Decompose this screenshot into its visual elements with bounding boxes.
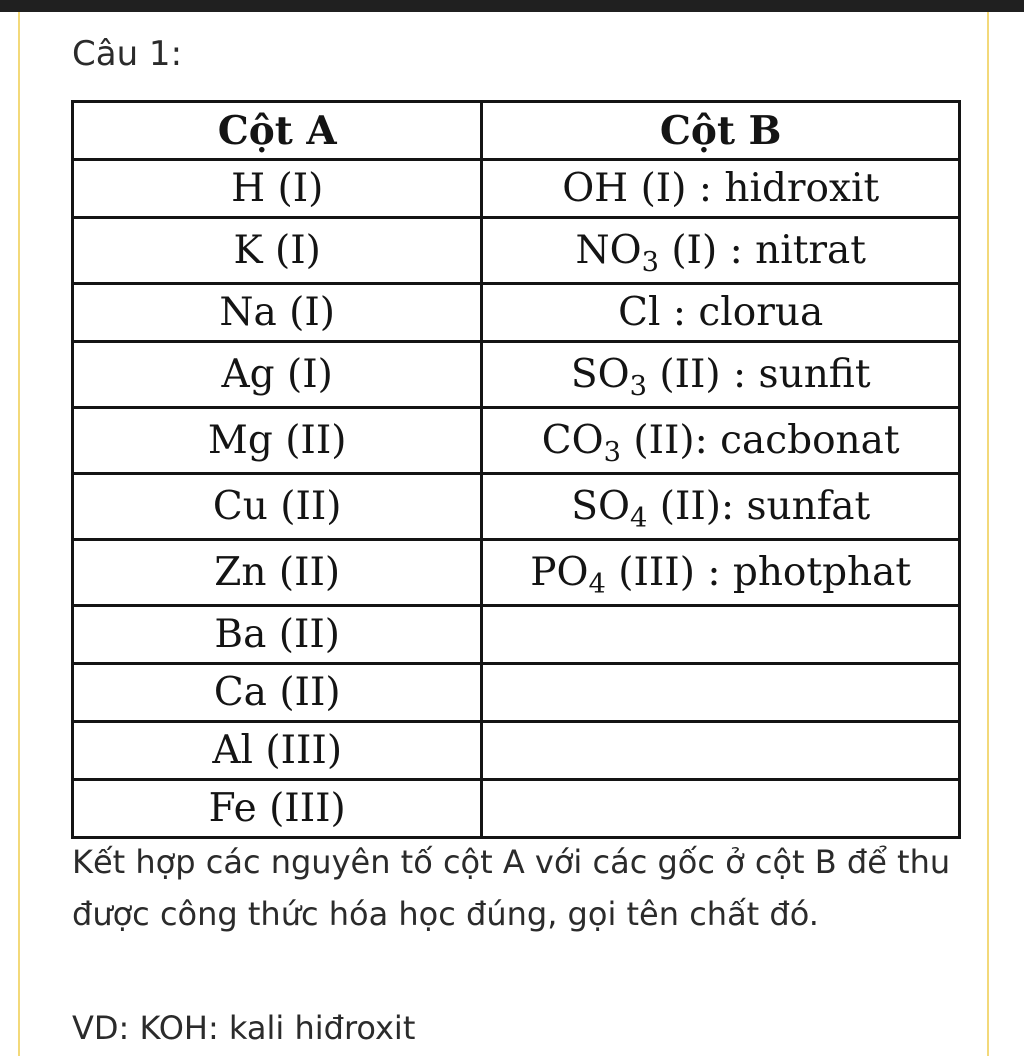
radical-cell xyxy=(482,218,960,284)
radical-name: (III) : photphat xyxy=(605,550,912,595)
chemistry-table xyxy=(71,100,961,839)
radical-cell xyxy=(482,474,960,540)
element-cell: H (I) xyxy=(73,160,482,218)
radical-name: (II): sunfat xyxy=(647,484,871,529)
table-row xyxy=(73,780,960,838)
element-cell: Ba (II) xyxy=(73,606,482,664)
radical-formula: PO xyxy=(530,550,589,595)
element-cell: Cu (II) xyxy=(73,474,482,540)
empty-cell xyxy=(482,780,960,838)
element-cell: Al (III) xyxy=(73,722,482,780)
radical-cell xyxy=(482,284,960,342)
radical-subscript: 4 xyxy=(588,569,606,601)
radical-formula: Cl xyxy=(618,290,661,335)
element-cell: Ca (II) xyxy=(73,664,482,722)
empty-cell xyxy=(482,606,960,664)
top-bar xyxy=(0,0,1024,12)
radical-formula: NO xyxy=(575,228,642,273)
right-margin-rule xyxy=(987,12,989,1056)
radical-cell xyxy=(482,408,960,474)
radical-name: (II) : sunfit xyxy=(646,352,871,397)
radical-cell xyxy=(482,342,960,408)
table-header-row xyxy=(73,102,960,160)
radical-formula: SO xyxy=(570,352,630,397)
header-column-b: Cột B xyxy=(482,102,960,160)
radical-formula: CO xyxy=(541,418,604,463)
radical-subscript: 4 xyxy=(629,503,648,535)
radical-cell xyxy=(482,540,960,606)
empty-cell xyxy=(482,722,960,780)
radical-name: (I) : nitrat xyxy=(658,228,866,273)
table-row xyxy=(73,540,960,606)
element-cell: Na (I) xyxy=(73,284,482,342)
empty-cell xyxy=(482,664,960,722)
table-row xyxy=(73,722,960,780)
radical-formula: OH xyxy=(562,166,629,211)
element-cell: Mg (II) xyxy=(73,408,482,474)
radical-subscript: 3 xyxy=(629,371,647,403)
element-cell: Zn (II) xyxy=(73,540,482,606)
radical-formula: SO xyxy=(571,484,630,529)
table-row xyxy=(73,664,960,722)
table-row xyxy=(73,474,960,540)
question-title: Câu 1: xyxy=(72,34,183,74)
radical-name: (II): cacbonat xyxy=(621,418,900,463)
table-row xyxy=(73,408,960,474)
element-cell: K (I) xyxy=(73,218,482,284)
radical-name: (I) : hidroxit xyxy=(628,166,880,211)
element-cell: Fe (III) xyxy=(73,780,482,838)
left-margin-rule xyxy=(18,12,20,1056)
instruction-text: Kết hợp các nguyên tố cột A với các gốc ở cột B để thu được công thức hóa học đúng, gọi tên chất đó. xyxy=(72,843,951,933)
header-column-a: Cột A xyxy=(73,102,482,160)
radical-name: : clorua xyxy=(660,290,824,335)
table-row xyxy=(73,606,960,664)
element-cell: Ag (I) xyxy=(73,342,482,408)
radical-cell xyxy=(482,160,960,218)
table-row xyxy=(73,218,960,284)
table-row xyxy=(73,284,960,342)
table-row xyxy=(73,342,960,408)
example-text: VD: KOH: kali hiđroxit xyxy=(72,1009,416,1047)
radical-subscript: 3 xyxy=(641,247,659,279)
table-row xyxy=(73,160,960,218)
radical-subscript: 3 xyxy=(603,437,621,469)
